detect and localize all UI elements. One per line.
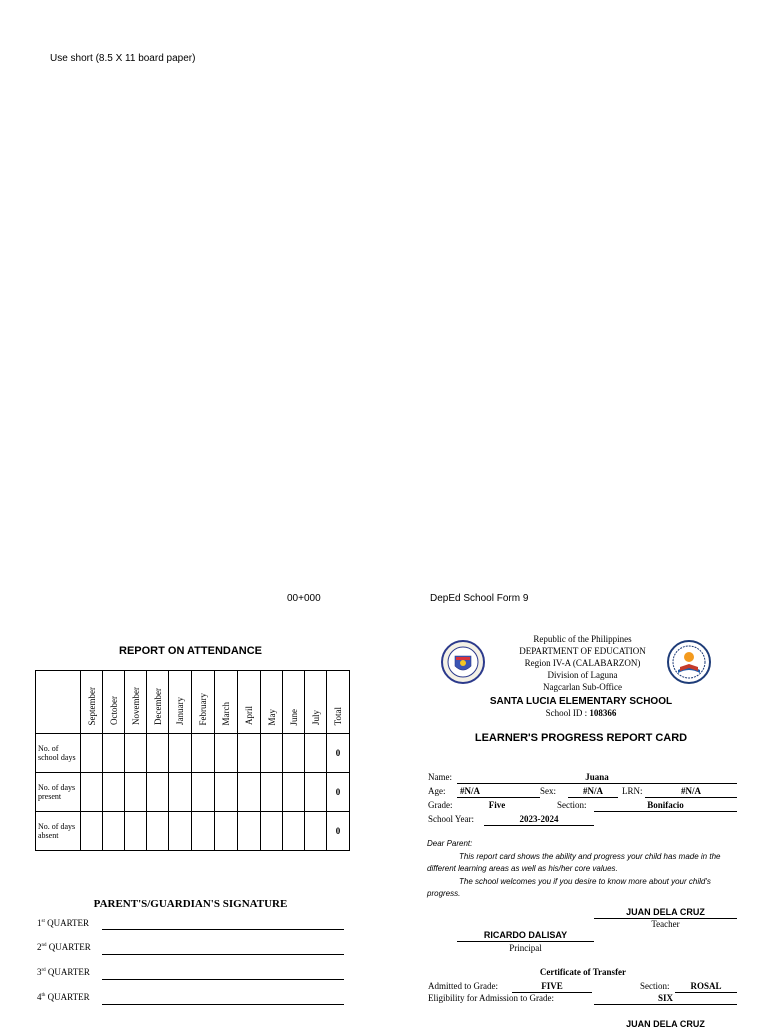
quarter-label: 2nd QUARTER	[37, 942, 91, 952]
attendance-cell	[169, 734, 192, 773]
signature-title: PARENT'S/GUARDIAN'S SIGNATURE	[93, 898, 288, 910]
attendance-cell	[192, 812, 215, 851]
quarter-label: 1st QUARTER	[37, 918, 90, 928]
attendance-cell	[215, 812, 238, 851]
attendance-cell	[81, 812, 103, 851]
attendance-cell	[125, 812, 147, 851]
attendance-cell	[103, 773, 125, 812]
attendance-cell	[261, 773, 283, 812]
row-label: No. of school days	[36, 734, 81, 773]
month-header	[103, 671, 125, 734]
principal-name: RICARDO DALISAY	[457, 930, 594, 942]
row-total: 0	[327, 734, 350, 773]
month-label: July	[310, 709, 321, 725]
signature-line-q1[interactable]	[102, 929, 344, 930]
lrn-field: #N/A	[645, 786, 737, 798]
attendance-cell	[169, 773, 192, 812]
school-id: School ID : 108366	[545, 708, 617, 718]
month-label: January	[175, 697, 185, 725]
transfer-section-label: Section:	[640, 981, 670, 991]
attendance-cell	[125, 773, 147, 812]
attendance-cell	[147, 773, 169, 812]
attendance-row	[36, 734, 350, 773]
attendance-cell	[103, 734, 125, 773]
grade-label: Grade:	[428, 800, 453, 810]
attendance-cell	[192, 773, 215, 812]
transfer-title: Certificate of Transfer	[539, 967, 627, 977]
paper-size-note: Use short (8.5 X 11 board paper)	[50, 53, 196, 64]
transfer-section-field: ROSAL	[675, 981, 737, 993]
attendance-cell	[283, 734, 305, 773]
attendance-cell	[261, 734, 283, 773]
month-header	[169, 671, 192, 734]
attendance-cell	[283, 812, 305, 851]
month-label: December	[152, 688, 163, 725]
attendance-corner-cell	[36, 671, 81, 734]
attendance-cell	[169, 812, 192, 851]
parent-letter	[427, 838, 737, 901]
school-year-label: School Year:	[428, 814, 475, 824]
attendance-cell	[238, 812, 261, 851]
attendance-cell	[192, 734, 215, 773]
month-header	[305, 671, 327, 734]
name-label: Name:	[428, 772, 452, 782]
attendance-cell	[147, 734, 169, 773]
month-header	[125, 671, 147, 734]
row-label: No. of days absent	[36, 812, 81, 851]
signature-line-q3[interactable]	[102, 979, 344, 980]
attendance-cell	[261, 812, 283, 851]
name-field: Juana	[457, 772, 737, 784]
month-header	[81, 671, 103, 734]
quarter-label: 4th QUARTER	[37, 992, 90, 1002]
transfer-signatory-name: JUAN DELA CRUZ	[626, 1019, 705, 1029]
sex-field: #N/A	[568, 786, 618, 798]
header-line: Republic of the Philippines	[533, 634, 632, 644]
row-total: 0	[327, 773, 350, 812]
signature-line-q4[interactable]	[102, 1004, 344, 1005]
letter-paragraph: This report card shows the ability and progress your child has made in the different learning areas as well as his/her core values.	[427, 851, 721, 873]
month-header	[215, 671, 238, 734]
letter-paragraph: The school welcomes you if you desire to know more about your child's progress.	[427, 876, 711, 898]
month-label: February	[198, 692, 208, 725]
attendance-row	[36, 812, 350, 851]
month-header	[283, 671, 305, 734]
month-label: September	[86, 686, 97, 725]
attendance-cell	[238, 734, 261, 773]
month-label: March	[221, 701, 231, 725]
letter-greeting: Dear Parent:	[427, 839, 473, 848]
attendance-row	[36, 773, 350, 812]
form-label: DepEd School Form 9	[430, 593, 529, 604]
month-label: May	[266, 708, 277, 725]
header-line: Division of Laguna	[547, 670, 618, 680]
month-label: June	[288, 708, 299, 725]
month-label: November	[130, 687, 141, 725]
total-label: Total	[333, 706, 343, 725]
sex-label: Sex:	[540, 786, 557, 796]
admitted-label: Admitted to Grade:	[428, 981, 498, 991]
eligibility-label: Eligibility for Admission to Grade:	[428, 993, 554, 1003]
attendance-cell	[103, 812, 125, 851]
school-name: SANTA LUCIA ELEMENTARY SCHOOL	[489, 696, 673, 707]
age-field: #N/A	[457, 786, 540, 798]
attendance-title: REPORT ON ATTENDANCE	[119, 645, 262, 657]
month-header	[238, 671, 261, 734]
attendance-cell	[125, 734, 147, 773]
attendance-cell	[81, 773, 103, 812]
header-line: DEPARTMENT OF EDUCATION	[519, 646, 646, 656]
principal-role: Principal	[509, 943, 542, 953]
teacher-name: JUAN DELA CRUZ	[594, 907, 737, 919]
month-header	[261, 671, 283, 734]
attendance-cell	[283, 773, 305, 812]
grade-field: Five	[488, 800, 506, 810]
row-label: No. of days present	[36, 773, 81, 812]
admitted-field: FIVE	[512, 981, 592, 993]
attendance-cell	[305, 734, 327, 773]
attendance-cell	[305, 773, 327, 812]
attendance-cell	[305, 812, 327, 851]
attendance-table	[35, 670, 350, 851]
form-code: 00+000	[287, 593, 321, 604]
header-line: Region IV-A (CALABARZON)	[524, 658, 641, 668]
agency-header	[470, 633, 695, 693]
lrn-label: LRN:	[622, 786, 643, 796]
row-total: 0	[327, 812, 350, 851]
quarter-label: 3rd QUARTER	[37, 967, 90, 977]
section-label: Section:	[557, 800, 587, 810]
attendance-cell	[215, 773, 238, 812]
eligibility-field: SIX	[594, 993, 737, 1005]
total-header	[327, 671, 350, 734]
month-header	[192, 671, 215, 734]
attendance-cell	[215, 734, 238, 773]
signature-line-q2[interactable]	[102, 954, 344, 955]
attendance-cell	[147, 812, 169, 851]
month-label: April	[244, 706, 254, 725]
attendance-header-row	[36, 671, 350, 734]
attendance-cell	[238, 773, 261, 812]
age-label: Age:	[428, 786, 446, 796]
month-header	[147, 671, 169, 734]
header-line: Nagcarlan Sub-Office	[542, 682, 623, 692]
section-field: Bonifacio	[594, 800, 737, 812]
teacher-role: Teacher	[651, 919, 680, 929]
attendance-cell	[81, 734, 103, 773]
school-year-field: 2023-2024	[484, 814, 594, 826]
month-label: October	[108, 696, 119, 725]
report-card-title: LEARNER'S PROGRESS REPORT CARD	[474, 732, 688, 744]
